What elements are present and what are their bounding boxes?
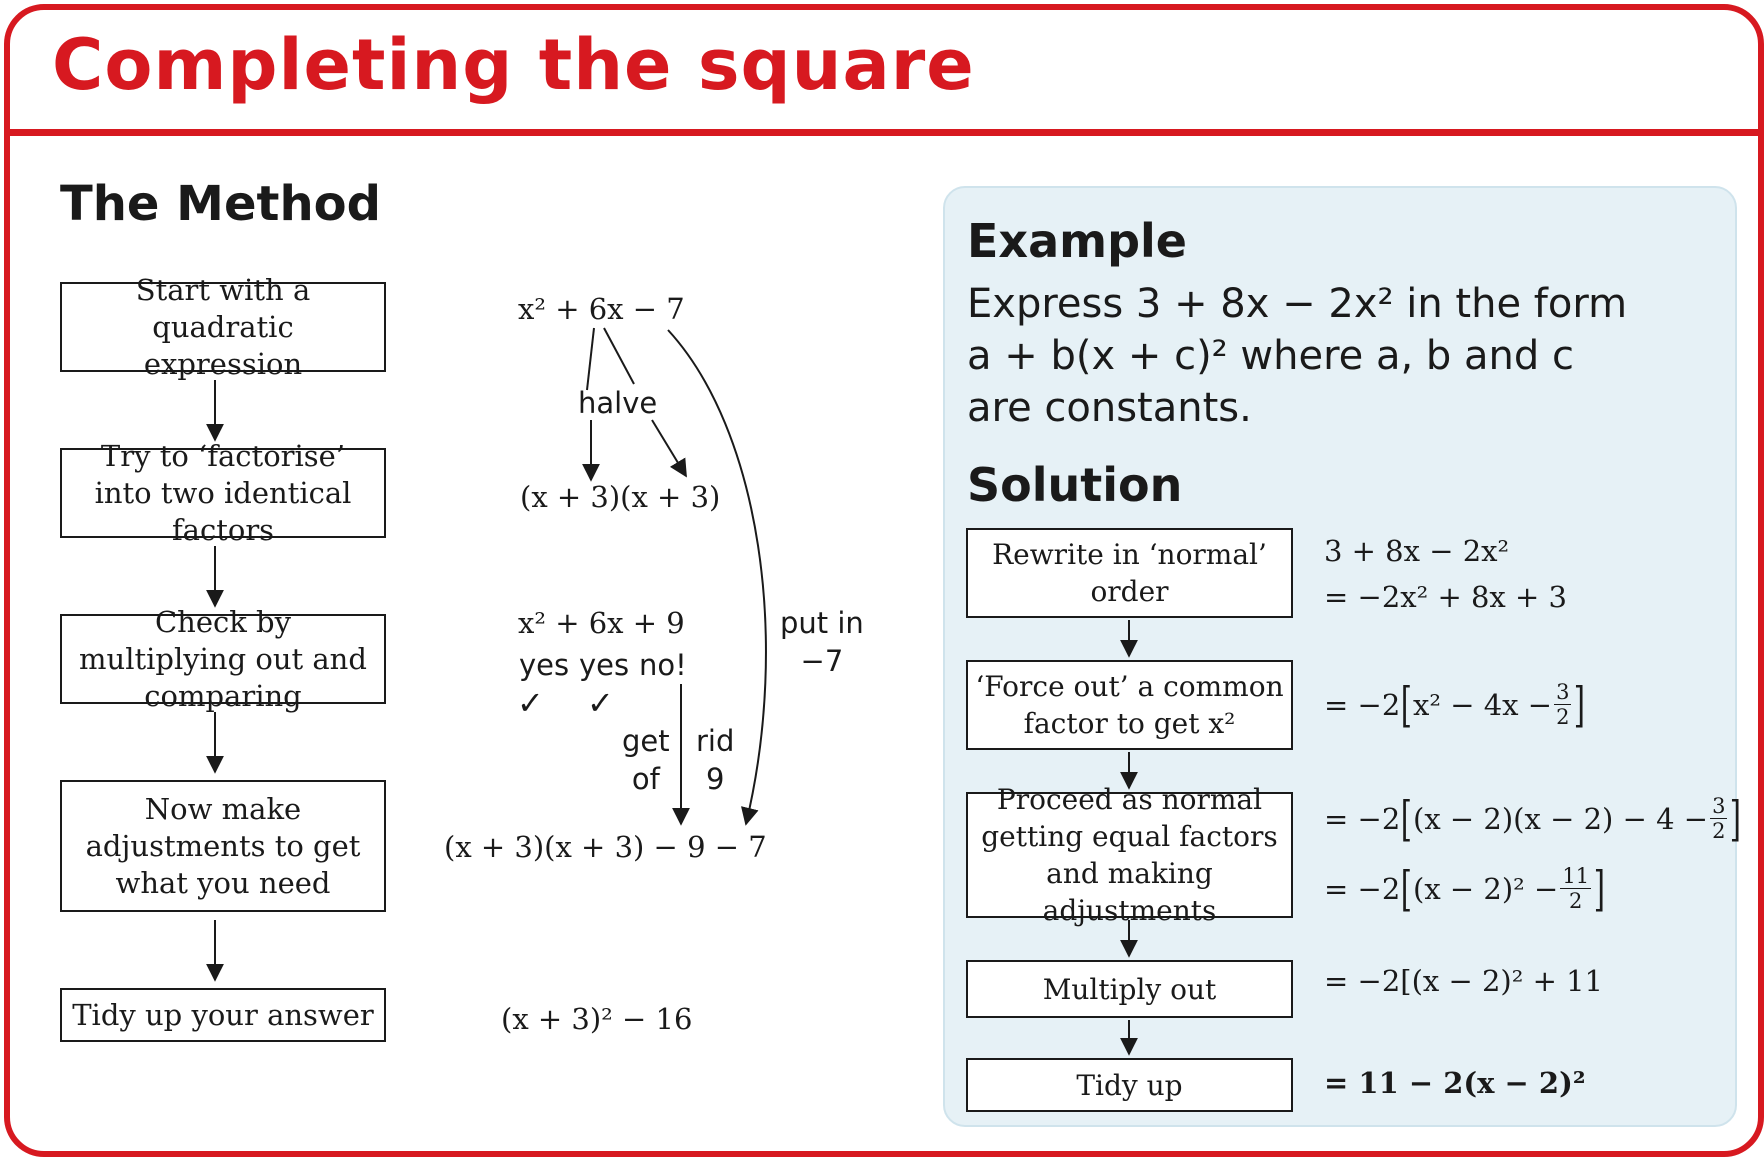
fraction-denominator: 2: [1556, 705, 1570, 729]
bracket-open: [: [1401, 860, 1413, 917]
line-5-inner: (x − 2)² −: [1413, 871, 1559, 906]
halve-arrow-right: [652, 420, 686, 476]
get-of-label: get of: [622, 724, 670, 796]
bracket-open: [: [1401, 676, 1413, 733]
solution-step-1: Rewrite in ‘normal’ order: [966, 528, 1293, 618]
solution-line-6: = −2[(x − 2)² + 11: [1324, 964, 1604, 998]
bracket-open: [: [1401, 790, 1413, 847]
check-yes-1: yes: [519, 648, 570, 682]
fraction-numerator: 11: [1562, 864, 1590, 888]
halve-label: halve: [578, 386, 658, 420]
bracket-close: ]: [1730, 790, 1742, 847]
solution-step-2: ‘Force out’ a common factor to get x²: [966, 660, 1293, 750]
line-4-prefix: = −2: [1324, 801, 1401, 836]
expanded-expression: x² + 6x + 9: [518, 606, 685, 640]
bracket-close: ]: [1593, 860, 1606, 917]
solution-step-4: Multiply out: [966, 960, 1293, 1018]
start-expression: x² + 6x − 7: [518, 292, 685, 326]
factor-expression: (x + 3)(x + 3): [520, 480, 721, 514]
method-step-5: Tidy up your answer: [60, 988, 386, 1042]
example-heading: Example: [967, 214, 1187, 268]
method-step-1: Start with a quadratic expression: [60, 282, 386, 372]
line-3-inner: x² − 4x −: [1413, 687, 1553, 722]
halve-line-right: [604, 328, 634, 384]
put-in-label: put in −7: [780, 606, 864, 678]
put-in-curve-arrow: [668, 330, 766, 824]
line-5-prefix: = −2: [1324, 871, 1401, 906]
fraction-denominator: 2: [1569, 889, 1583, 913]
check-no: no!: [639, 648, 687, 682]
check-yes-2: yes: [579, 648, 630, 682]
solution-line-2: = −2x² + 8x + 3: [1324, 580, 1567, 614]
task-line-3: are constants.: [967, 385, 1252, 431]
method-step-3: Check by multiplying out and comparing: [60, 614, 386, 704]
solution-step-3: Proceed as normal getting equal factors and making adjustments: [966, 792, 1293, 918]
method-answer: (x + 3)² − 16: [501, 1002, 693, 1036]
fraction-numerator: 3: [1556, 680, 1570, 704]
line-4-inner: (x − 2)(x − 2) − 4 −: [1413, 801, 1709, 836]
halve-line-left: [587, 328, 594, 390]
fraction-denominator: 2: [1712, 819, 1726, 843]
page-title: Completing the square: [52, 24, 975, 106]
rid-9-label: rid 9: [696, 724, 735, 796]
method-heading: The Method: [60, 176, 381, 232]
task-line-2: a + b(x + c)² where a, b and c: [967, 333, 1574, 379]
solution-heading: Solution: [967, 458, 1183, 512]
method-step-2: Try to ‘factorise’ into two identical factors: [60, 448, 386, 538]
adjusted-expression: (x + 3)(x + 3) − 9 − 7: [444, 830, 767, 864]
tick-icon: ✓: [517, 684, 544, 722]
task-line-1: Express 3 + 8x − 2x² in the form: [967, 281, 1628, 327]
method-step-4: Now make adjustments to get what you need: [60, 780, 386, 912]
solution-answer: = 11 − 2(x − 2)²: [1324, 1066, 1586, 1100]
tick-icon: ✓: [587, 684, 614, 722]
fraction-numerator: 3: [1712, 794, 1726, 818]
line-3-prefix: = −2: [1324, 687, 1401, 722]
bracket-close: ]: [1574, 676, 1586, 733]
solution-step-5: Tidy up: [966, 1058, 1293, 1112]
solution-line-1: 3 + 8x − 2x²: [1324, 534, 1510, 568]
